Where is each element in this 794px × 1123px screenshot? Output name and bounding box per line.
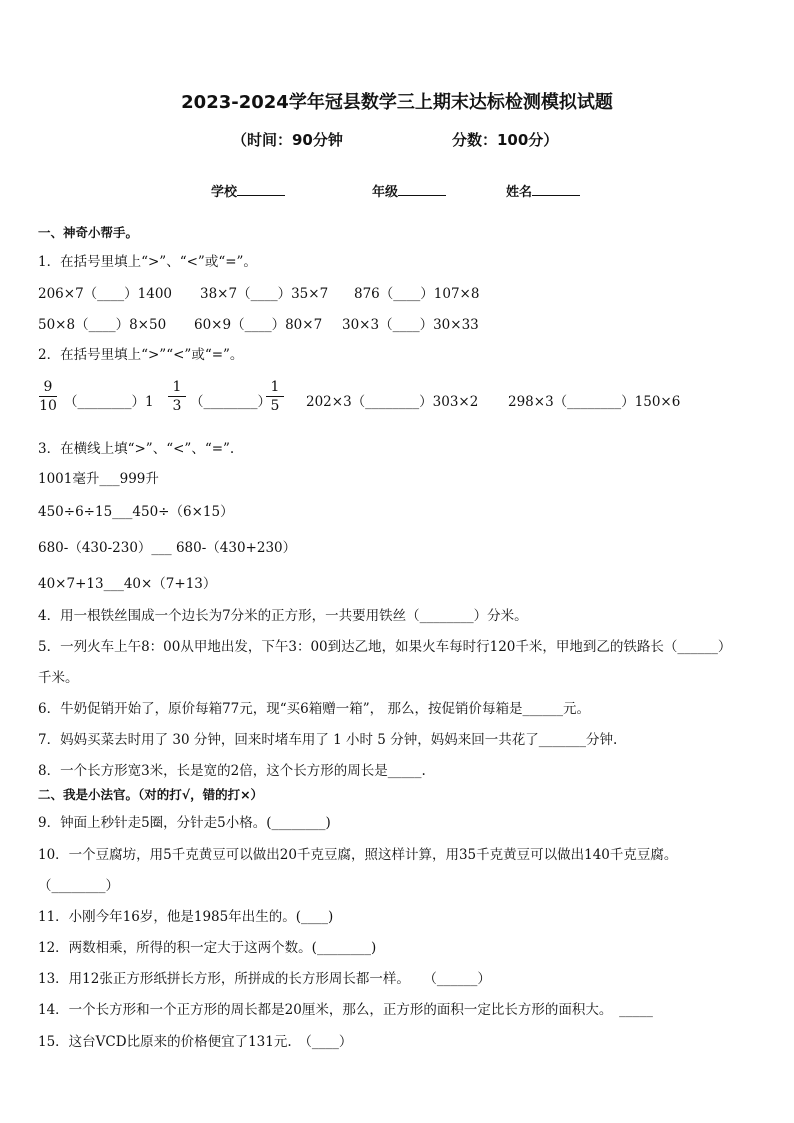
- q1-prompt: 1．在括号里填上“>”、“<”或“=”。: [38, 254, 257, 270]
- name-blank: [532, 183, 580, 196]
- q2-compare: （________）1: [64, 394, 154, 410]
- q8: 8．一个长方形宽3米，长是宽的2倍，这个长方形的周长是_____.: [38, 763, 426, 779]
- time-limit: （时间：90分钟: [232, 131, 343, 149]
- numerator: 9: [43, 379, 53, 395]
- section-1-heading: 一、神奇小帮手。: [38, 225, 139, 240]
- q3-line: 40×7+13___40×（7+13）: [38, 576, 217, 592]
- school-label: 学校: [211, 185, 238, 200]
- name-field: [506, 181, 580, 200]
- q14: 14．一个长方形和一个正方形的周长都是20厘米，那么，正方形的面积一定比长方形的面积大。 _____: [38, 1002, 653, 1018]
- denominator: 10: [39, 398, 57, 414]
- q13: 13．用12张正方形纸拼长方形，所拼成的长方形周长都一样。 （______）: [38, 971, 491, 987]
- school-field: [211, 181, 285, 200]
- q2-compare: 202×3（________）303×2: [306, 394, 479, 410]
- q3-prompt: 3．在横线上填“>”、“<”、“=”.: [38, 441, 235, 457]
- q2-fraction: [166, 378, 188, 415]
- grade-field: [372, 181, 446, 200]
- q3-line: 680-（430-230）___ 680-（430+230）: [38, 540, 297, 556]
- total-score: 分数：100分）: [452, 131, 559, 149]
- q5-continued: 千米。: [38, 670, 79, 686]
- q2-compare: （________）: [190, 394, 271, 410]
- q12: 12．两数相乘，所得的积一定大于这两个数。(________): [38, 940, 377, 956]
- q2-prompt: 2．在括号里填上“>”“<”或“=”。: [38, 347, 244, 363]
- q3-line: 1001毫升___999升: [38, 471, 159, 487]
- q1-item: 876（____）107×8: [354, 286, 480, 302]
- q2-fraction: [264, 378, 286, 415]
- q4: 4．用一根铁丝围成一个边长为7分米的正方形，一共要用铁丝（________）分米。: [38, 608, 528, 624]
- q10-continued: （________）: [38, 878, 119, 894]
- q1-item: 38×7（____）35×7: [200, 286, 329, 302]
- q5: 5．一列火车上午8：00从甲地出发，下午3：00到达乙地，如果火车每时行120千米，甲地到乙的铁路长（______）: [38, 639, 732, 655]
- q6: 6．牛奶促销开始了，原价每箱77元，现“买6箱赠一箱”， 那么，按促销价每箱是______元。: [38, 701, 590, 717]
- numerator: 1: [270, 379, 280, 395]
- q7: 7．妈妈买菜去时用了 30 分钟，回来时堵车用了 1 小时 5 分钟，妈妈来回一共花了_______分钟.: [38, 732, 618, 748]
- q1-item: 206×7（____）1400: [38, 286, 173, 302]
- page-title: 2023-2024学年冠县数学三上期末达标检测模拟试题: [181, 92, 613, 113]
- numerator: 1: [172, 379, 182, 395]
- q1-item: 50×8（____）8×50: [38, 317, 167, 333]
- q11: 11．小刚今年16岁，他是1985年出生的。(____): [38, 909, 334, 925]
- grade-label: 年级: [372, 185, 399, 200]
- name-label: 姓名: [506, 185, 533, 200]
- denominator: 3: [172, 398, 182, 414]
- denominator: 5: [270, 398, 280, 414]
- q1-item: 30×3（____）30×33: [342, 317, 479, 333]
- q3-line: 450÷6÷15___450÷（6×15）: [38, 504, 234, 520]
- q1-item: 60×9（____）80×7: [194, 317, 323, 333]
- q9: 9．钟面上秒针走5圈，分针走5小格。(________): [38, 815, 331, 831]
- grade-blank: [398, 183, 446, 196]
- q15: 15．这台VCD比原来的价格便宜了131元. （____）: [38, 1034, 353, 1050]
- q2-compare: 298×3（________）150×6: [508, 394, 681, 410]
- q2-fraction: [37, 378, 59, 415]
- section-2-heading: 二、我是小法官。（对的打√，错的打×）: [38, 787, 264, 802]
- school-blank: [237, 183, 285, 196]
- q10: 10．一个豆腐坊，用5千克黄豆可以做出20千克豆腐，照这样计算，用35千克黄豆可以做出140千克豆腐。: [38, 847, 678, 863]
